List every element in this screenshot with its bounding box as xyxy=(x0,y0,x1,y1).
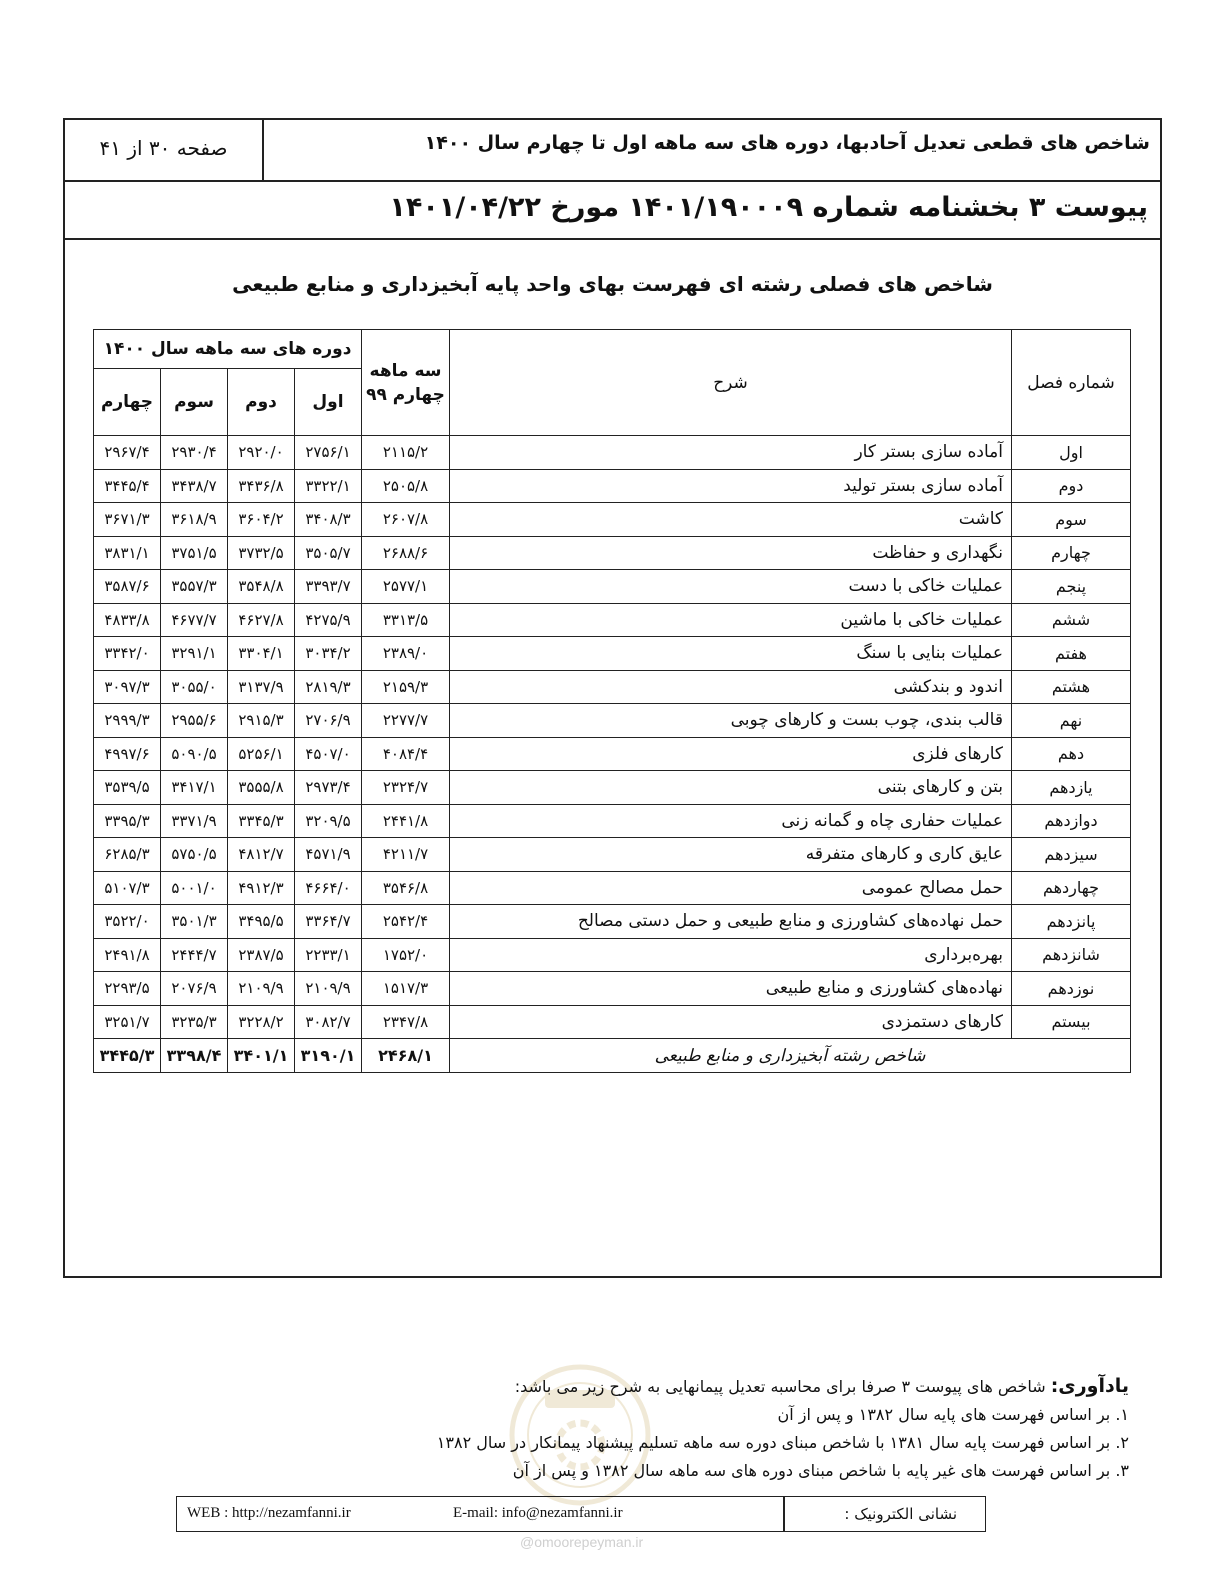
table-row xyxy=(94,737,1131,771)
cell-q3: ۳۷۵۱/۵ xyxy=(161,536,228,570)
col-header-base-line2: چهارم ۹۹ xyxy=(366,384,445,405)
cell-q4: ۳۴۴۵/۴ xyxy=(94,469,161,503)
table-row xyxy=(94,670,1131,704)
cell-sharh: بتن و کارهای بتنی xyxy=(450,771,1012,805)
cell-base: ۴۰۸۴/۴ xyxy=(362,737,450,771)
annex-title: پیوست ۳ بخشنامه شماره ۱۴۰۱/۱۹۰۰۰۹ مورخ ۱۴۰۱/۰۴/۲۲ xyxy=(389,192,1148,223)
cell-base: ۱۵۱۷/۳ xyxy=(362,972,450,1006)
cell-q3: ۴۶۷۷/۷ xyxy=(161,603,228,637)
col-header-periods: دوره های سه ماهه سال ۱۴۰۰ xyxy=(94,330,362,369)
cell-q1: ۳۵۰۵/۷ xyxy=(295,536,362,570)
cell-q1: ۲۷۵۶/۱ xyxy=(295,436,362,470)
footer-web-link[interactable]: WEB : http://nezamfanni.ir xyxy=(187,1505,351,1521)
table-row xyxy=(94,972,1131,1006)
cell-q2: ۴۸۱۲/۷ xyxy=(228,838,295,872)
cell-sharh: اندود و بندکشی xyxy=(450,670,1012,704)
notes-intro: شاخص های پیوست ۳ صرفا برای محاسبه تعدیل پیمانهایی به شرح زیر می باشد: xyxy=(514,1377,1046,1396)
total-label: شاخص رشته آبخیزداری و منابع طبیعی xyxy=(450,1039,1131,1073)
cell-q1: ۲۲۳۳/۱ xyxy=(295,938,362,972)
cell-base: ۲۱۱۵/۲ xyxy=(362,436,450,470)
cell-sharh: آماده سازی بستر تولید xyxy=(450,469,1012,503)
cell-fasl: دهم xyxy=(1012,737,1131,771)
cell-sharh: عملیات حفاری چاه و گمانه زنی xyxy=(450,804,1012,838)
cell-fasl: پانزدهم xyxy=(1012,905,1131,939)
table-body xyxy=(94,436,1131,1039)
footer-label: نشانی الکترونیک : xyxy=(844,1505,957,1523)
table-row xyxy=(94,1005,1131,1039)
table-row xyxy=(94,804,1131,838)
cell-q4: ۳۵۲۲/۰ xyxy=(94,905,161,939)
watermark-text: @omoorepeyman.ir xyxy=(520,1534,644,1550)
cell-q2: ۳۱۳۷/۹ xyxy=(228,670,295,704)
col-header-q4: چهارم xyxy=(94,369,161,436)
cell-q1: ۲۱۰۹/۹ xyxy=(295,972,362,1006)
cell-q4: ۳۳۹۵/۳ xyxy=(94,804,161,838)
cell-fasl: هفتم xyxy=(1012,637,1131,671)
cell-fasl: سیزدهم xyxy=(1012,838,1131,872)
cell-q2: ۳۳۴۵/۳ xyxy=(228,804,295,838)
cell-q1: ۲۹۷۳/۴ xyxy=(295,771,362,805)
cell-base: ۳۵۴۶/۸ xyxy=(362,871,450,905)
cell-q3: ۳۵۰۱/۳ xyxy=(161,905,228,939)
cell-q1: ۳۲۰۹/۵ xyxy=(295,804,362,838)
cell-sharh: کاشت xyxy=(450,503,1012,537)
page-number: صفحه ۳۰ از ۴۱ xyxy=(99,136,228,160)
cell-fasl: هشتم xyxy=(1012,670,1131,704)
cell-q4: ۳۵۸۷/۶ xyxy=(94,570,161,604)
cell-q2: ۳۶۰۴/۲ xyxy=(228,503,295,537)
table-row xyxy=(94,469,1131,503)
cell-sharh: عایق کاری و کارهای متفرقه xyxy=(450,838,1012,872)
cell-q3: ۳۵۵۷/۳ xyxy=(161,570,228,604)
footer-box xyxy=(176,1496,986,1532)
cell-fasl: بیستم xyxy=(1012,1005,1131,1039)
cell-q3: ۲۴۴۴/۷ xyxy=(161,938,228,972)
table-row xyxy=(94,905,1131,939)
cell-q2: ۲۱۰۹/۹ xyxy=(228,972,295,1006)
table-row xyxy=(94,536,1131,570)
cell-fasl: چهاردهم xyxy=(1012,871,1131,905)
table-row xyxy=(94,570,1131,604)
cell-base: ۲۳۸۹/۰ xyxy=(362,637,450,671)
cell-q4: ۶۲۸۵/۳ xyxy=(94,838,161,872)
cell-base: ۴۲۱۱/۷ xyxy=(362,838,450,872)
cell-sharh: کارهای فلزی xyxy=(450,737,1012,771)
cell-q2: ۳۷۳۲/۵ xyxy=(228,536,295,570)
cell-q4: ۲۹۹۹/۳ xyxy=(94,704,161,738)
cell-sharh: عملیات خاکی با دست xyxy=(450,570,1012,604)
cell-q1: ۳۰۳۴/۲ xyxy=(295,637,362,671)
cell-fasl: اول xyxy=(1012,436,1131,470)
total-q4: ۳۴۴۵/۳ xyxy=(94,1039,161,1073)
notes-item-1: ۱. بر اساس فهرست های پایه سال ۱۳۸۲ و پس از آن xyxy=(777,1405,1129,1424)
cell-base: ۲۴۴۱/۸ xyxy=(362,804,450,838)
table-title: شاخص های فصلی رشته ای فهرست بهای واحد پایه آبخیزداری و منابع طبیعی xyxy=(232,272,993,296)
cell-q2: ۵۲۵۶/۱ xyxy=(228,737,295,771)
col-header-q3: سوم xyxy=(161,369,228,436)
cell-q4: ۵۱۰۷/۳ xyxy=(94,871,161,905)
footer-divider xyxy=(783,1497,785,1531)
cell-q2: ۳۵۵۵/۸ xyxy=(228,771,295,805)
cell-fasl: دوازدهم xyxy=(1012,804,1131,838)
cell-q1: ۳۰۸۲/۷ xyxy=(295,1005,362,1039)
cell-sharh: نهاده‌های کشاورزی و منابع طبیعی xyxy=(450,972,1012,1006)
cell-fasl: شانزدهم xyxy=(1012,938,1131,972)
cell-q1: ۳۴۰۸/۳ xyxy=(295,503,362,537)
notes-head: یادآوری: xyxy=(1050,1375,1129,1397)
cell-q3: ۳۲۹۱/۱ xyxy=(161,637,228,671)
cell-q3: ۳۴۱۷/۱ xyxy=(161,771,228,805)
cell-fasl: پنجم xyxy=(1012,570,1131,604)
cell-q4: ۳۲۵۱/۷ xyxy=(94,1005,161,1039)
cell-fasl: ششم xyxy=(1012,603,1131,637)
cell-q3: ۵۰۹۰/۵ xyxy=(161,737,228,771)
cell-q2: ۳۲۲۸/۲ xyxy=(228,1005,295,1039)
cell-q2: ۴۶۲۷/۸ xyxy=(228,603,295,637)
cell-q4: ۴۹۹۷/۶ xyxy=(94,737,161,771)
table-row xyxy=(94,771,1131,805)
cell-q2: ۲۳۸۷/۵ xyxy=(228,938,295,972)
cell-q4: ۲۲۹۳/۵ xyxy=(94,972,161,1006)
cell-sharh: نگهداری و حفاظت xyxy=(450,536,1012,570)
total-base: ۲۴۶۸/۱ xyxy=(362,1039,450,1073)
cell-q4: ۳۶۷۱/۳ xyxy=(94,503,161,537)
cell-q4: ۲۴۹۱/۸ xyxy=(94,938,161,972)
cell-q4: ۳۰۹۷/۳ xyxy=(94,670,161,704)
cell-base: ۲۶۰۷/۸ xyxy=(362,503,450,537)
cell-base: ۲۵۰۵/۸ xyxy=(362,469,450,503)
col-header-base-line1: سه ماهه xyxy=(369,360,442,381)
cell-q2: ۳۴۳۶/۸ xyxy=(228,469,295,503)
cell-fasl: سوم xyxy=(1012,503,1131,537)
footer-email-link[interactable]: E-mail: info@nezamfanni.ir xyxy=(453,1505,623,1521)
cell-base: ۲۵۴۲/۴ xyxy=(362,905,450,939)
cell-base: ۲۶۸۸/۶ xyxy=(362,536,450,570)
cell-q2: ۲۹۱۵/۳ xyxy=(228,704,295,738)
table-row xyxy=(94,704,1131,738)
notes-section xyxy=(229,1372,1129,1485)
table-total-row xyxy=(94,1039,1131,1073)
cell-q1: ۳۳۲۲/۱ xyxy=(295,469,362,503)
cell-sharh: کارهای دستمزدی xyxy=(450,1005,1012,1039)
cell-q1: ۴۲۷۵/۹ xyxy=(295,603,362,637)
cell-q3: ۵۷۵۰/۵ xyxy=(161,838,228,872)
cell-q2: ۳۴۹۵/۵ xyxy=(228,905,295,939)
cell-q2: ۳۵۴۸/۸ xyxy=(228,570,295,604)
cell-sharh: عملیات خاکی با ماشین xyxy=(450,603,1012,637)
cell-sharh: حمل مصالح عمومی xyxy=(450,871,1012,905)
cell-q3: ۲۹۳۰/۴ xyxy=(161,436,228,470)
cell-q1: ۳۳۹۳/۷ xyxy=(295,570,362,604)
total-q3: ۳۳۹۸/۴ xyxy=(161,1039,228,1073)
table-row xyxy=(94,637,1131,671)
cell-sharh: بهره‌برداری xyxy=(450,938,1012,972)
cell-q1: ۲۷۰۶/۹ xyxy=(295,704,362,738)
cell-q3: ۳۴۳۸/۷ xyxy=(161,469,228,503)
col-header-q2: دوم xyxy=(228,369,295,436)
cell-q3: ۲۹۵۵/۶ xyxy=(161,704,228,738)
col-header-base xyxy=(362,330,450,436)
cell-base: ۲۳۴۷/۸ xyxy=(362,1005,450,1039)
cell-fasl: نهم xyxy=(1012,704,1131,738)
cell-q3: ۲۰۷۶/۹ xyxy=(161,972,228,1006)
cell-q1: ۴۶۶۴/۰ xyxy=(295,871,362,905)
col-header-q1: اول xyxy=(295,369,362,436)
cell-q3: ۳۰۵۵/۰ xyxy=(161,670,228,704)
notes-item-3: ۳. بر اساس فهرست های غیر پایه با شاخص مبنای دوره های سه ماهه سال ۱۳۸۲ و پس از آن xyxy=(512,1461,1129,1480)
col-header-fasl: شماره فصل xyxy=(1012,330,1131,436)
col-header-sharh: شرح xyxy=(450,330,1012,436)
cell-q3: ۳۳۷۱/۹ xyxy=(161,804,228,838)
table-row xyxy=(94,871,1131,905)
cell-q4: ۲۹۶۷/۴ xyxy=(94,436,161,470)
cell-q4: ۳۵۳۹/۵ xyxy=(94,771,161,805)
cell-q4: ۳۳۴۲/۰ xyxy=(94,637,161,671)
cell-q3: ۵۰۰۱/۰ xyxy=(161,871,228,905)
cell-q2: ۴۹۱۲/۳ xyxy=(228,871,295,905)
page-frame xyxy=(63,118,1162,1278)
annex-row xyxy=(65,182,1160,240)
cell-q1: ۳۳۶۴/۷ xyxy=(295,905,362,939)
cell-q1: ۴۵۷۱/۹ xyxy=(295,838,362,872)
table-row xyxy=(94,503,1131,537)
cell-base: ۲۲۷۷/۷ xyxy=(362,704,450,738)
cell-sharh: آماده سازی بستر کار xyxy=(450,436,1012,470)
total-q1: ۳۱۹۰/۱ xyxy=(295,1039,362,1073)
cell-q2: ۳۳۰۴/۱ xyxy=(228,637,295,671)
table-row xyxy=(94,838,1131,872)
cell-fasl: نوزدهم xyxy=(1012,972,1131,1006)
cell-q4: ۴۸۳۳/۸ xyxy=(94,603,161,637)
cell-base: ۲۳۲۴/۷ xyxy=(362,771,450,805)
cell-sharh: حمل نهاده‌های کشاورزی و منابع طبیعی و حمل دستی مصالح xyxy=(450,905,1012,939)
cell-q4: ۳۸۳۱/۱ xyxy=(94,536,161,570)
cell-fasl: دوم xyxy=(1012,469,1131,503)
cell-base: ۱۷۵۲/۰ xyxy=(362,938,450,972)
cell-base: ۲۵۷۷/۱ xyxy=(362,570,450,604)
cell-sharh: قالب بندی، چوب بست و کارهای چوبی xyxy=(450,704,1012,738)
total-q2: ۳۴۰۱/۱ xyxy=(228,1039,295,1073)
notes-item-2: ۲. بر اساس فهرست پایه سال ۱۳۸۱ با شاخص مبنای دوره سه ماهه تسلیم پیشنهاد پیمانکار در سال ۱۳۸۲ xyxy=(436,1433,1129,1452)
table-row xyxy=(94,938,1131,972)
cell-q1: ۴۵۰۷/۰ xyxy=(295,737,362,771)
header-divider xyxy=(262,120,264,180)
cell-base: ۳۳۱۳/۵ xyxy=(362,603,450,637)
table-row xyxy=(94,603,1131,637)
cell-q1: ۲۸۱۹/۳ xyxy=(295,670,362,704)
cell-q3: ۳۶۱۸/۹ xyxy=(161,503,228,537)
table-row xyxy=(94,436,1131,470)
cell-sharh: عملیات بنایی با سنگ xyxy=(450,637,1012,671)
cell-q2: ۲۹۲۰/۰ xyxy=(228,436,295,470)
cell-base: ۲۱۵۹/۳ xyxy=(362,670,450,704)
header-title: شاخص های قطعی تعدیل آحادبها، دوره های سه ماهه اول تا چهارم سال ۱۴۰۰ xyxy=(424,132,1150,154)
cell-q3: ۳۲۳۵/۳ xyxy=(161,1005,228,1039)
cell-fasl: یازدهم xyxy=(1012,771,1131,805)
cell-fasl: چهارم xyxy=(1012,536,1131,570)
index-table xyxy=(93,329,1131,1073)
header-row xyxy=(65,120,1160,182)
